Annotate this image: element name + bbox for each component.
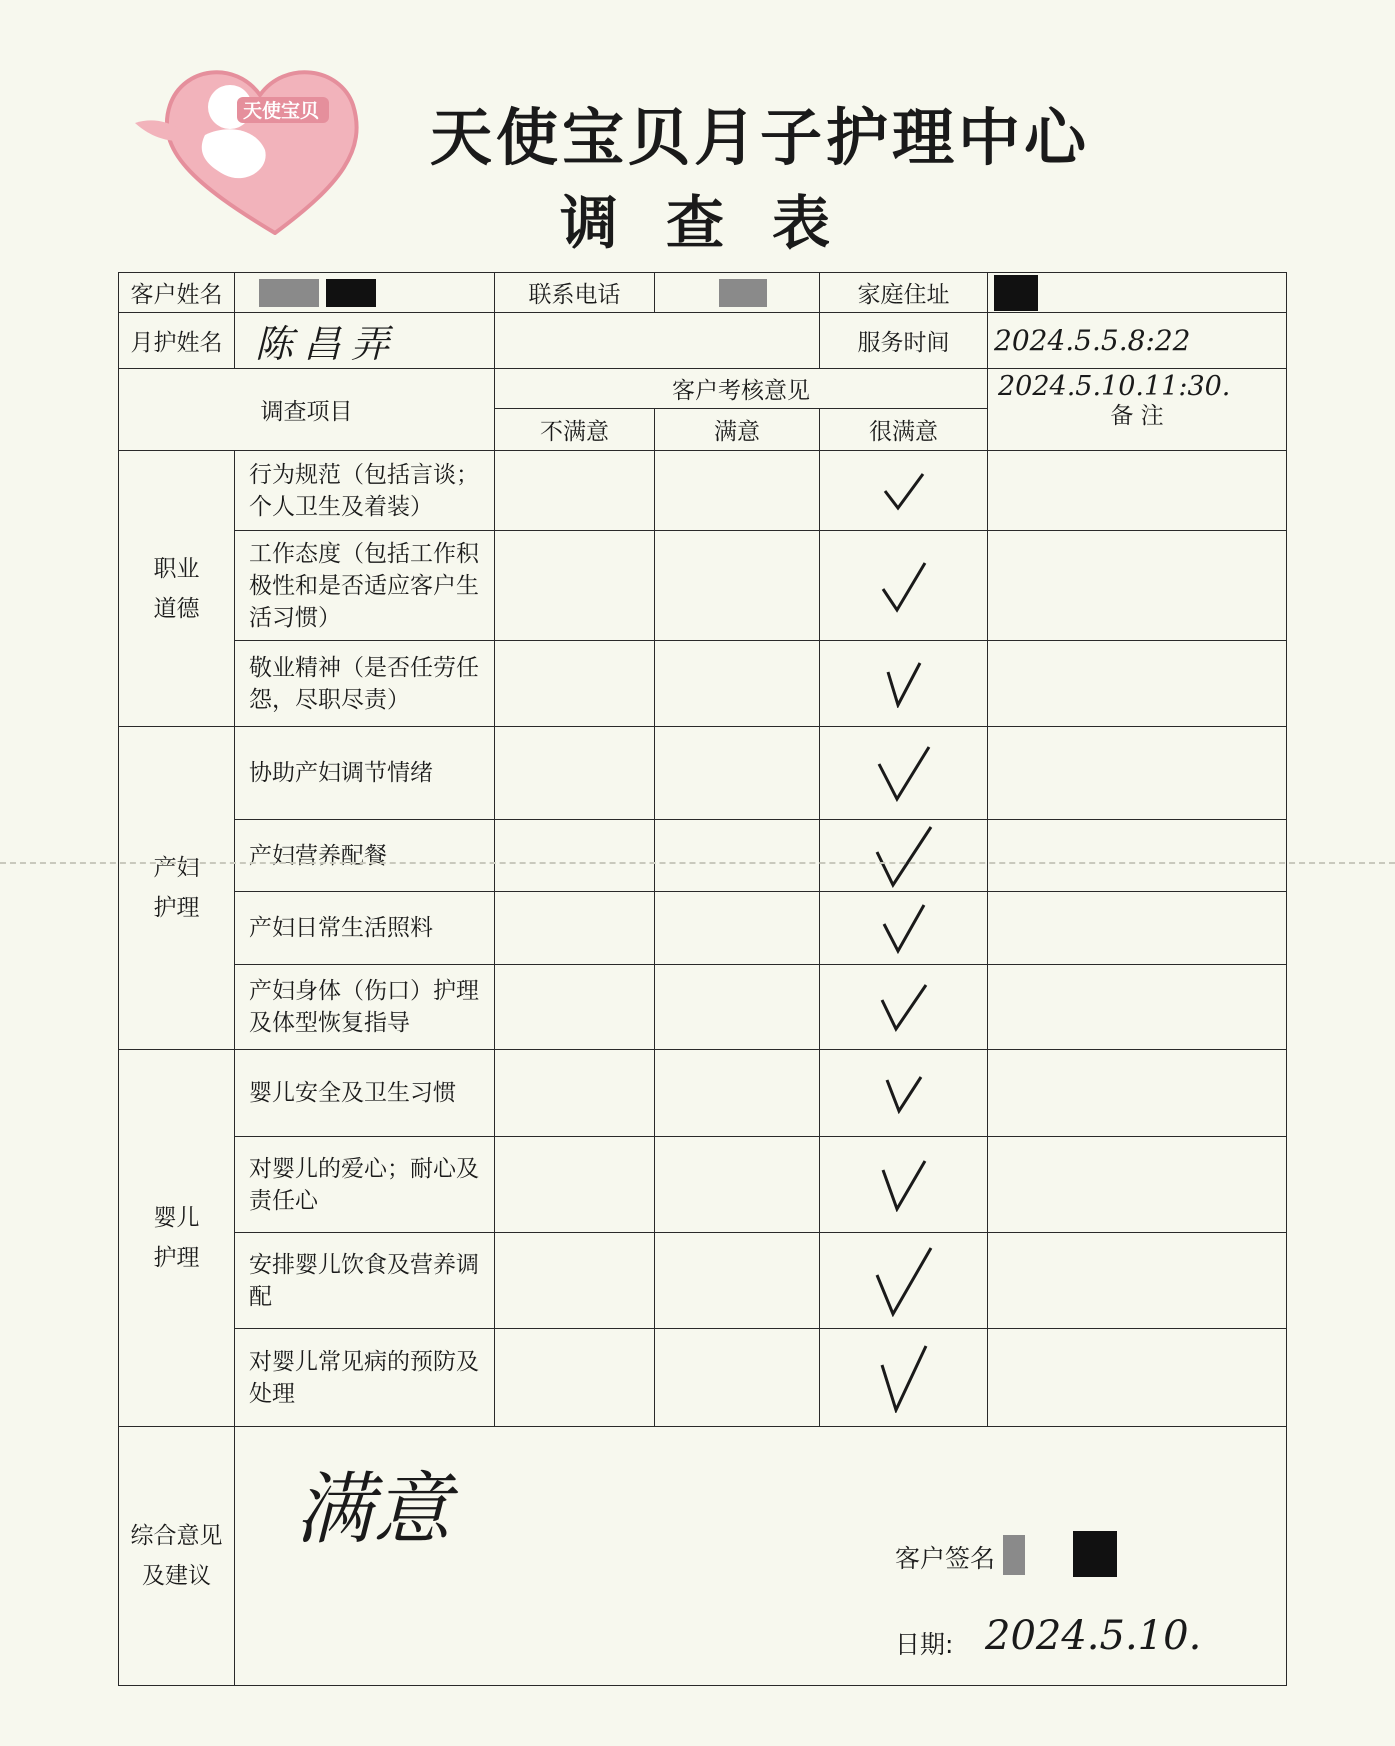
remarks-cell[interactable] — [988, 892, 1287, 965]
redaction-block — [1003, 1535, 1025, 1575]
nanny-name-field[interactable] — [235, 313, 495, 369]
remarks-cell[interactable] — [988, 727, 1287, 820]
check-mark-icon — [878, 1343, 930, 1413]
survey-row — [119, 820, 1287, 892]
redaction-block — [994, 275, 1038, 311]
dissatisfied-header: 不满意 — [495, 409, 655, 451]
customer-name-label: 客户姓名 — [119, 273, 235, 313]
very-satisfied-header: 很满意 — [820, 409, 988, 451]
survey-item-text: 敬业精神（是否任劳任怨，尽职尽责） — [235, 641, 495, 727]
very-satisfied-cell[interactable] — [820, 1233, 988, 1329]
category-label — [119, 451, 235, 727]
remarks-cell[interactable] — [988, 1233, 1287, 1329]
header-row-1 — [119, 369, 1287, 409]
survey-item-text: 行为规范（包括言谈；个人卫生及着装） — [235, 451, 495, 531]
remarks-header — [988, 369, 1287, 451]
phone-field[interactable] — [655, 273, 820, 313]
fold-line — [0, 862, 1395, 864]
check-mark-icon — [879, 1158, 929, 1212]
remarks-cell[interactable] — [988, 1329, 1287, 1427]
survey-item-text: 对婴儿的爱心；耐心及责任心 — [235, 1137, 495, 1233]
survey-row — [119, 531, 1287, 641]
page-title: 天使宝贝月子护理中心 — [430, 101, 1091, 174]
date-value: 2024.5.10. — [985, 1613, 1202, 1659]
check-mark-icon — [879, 559, 929, 613]
overall-comment-value: 满意 — [295, 1465, 452, 1555]
survey-item-text: 婴儿安全及卫生习惯 — [235, 1050, 495, 1137]
category-label — [119, 1050, 235, 1427]
very-satisfied-cell[interactable] — [820, 641, 988, 727]
overall-label-line2: 及建议 — [142, 1563, 211, 1589]
remarks-cell[interactable] — [988, 965, 1287, 1050]
survey-item-text: 协助产妇调节情绪 — [235, 727, 495, 820]
very-satisfied-cell[interactable] — [820, 965, 988, 1050]
satisfied-header: 满意 — [655, 409, 820, 451]
very-satisfied-cell[interactable] — [820, 1050, 988, 1137]
page-subtitle: 调查表 — [560, 189, 879, 257]
survey-item-text: 安排婴儿饮食及营养调配 — [235, 1233, 495, 1329]
dissatisfied-cell[interactable] — [495, 727, 655, 820]
service-time-field[interactable] — [988, 313, 1287, 369]
check-mark-icon — [884, 660, 924, 708]
assessment-header: 客户考核意见 — [495, 369, 988, 409]
redaction-block — [326, 279, 376, 307]
category-label-line1: 产妇 — [153, 855, 200, 881]
survey-row — [119, 1050, 1287, 1137]
check-mark-icon — [873, 1245, 935, 1317]
address-label: 家庭住址 — [820, 273, 988, 313]
overall-label — [119, 1427, 235, 1686]
survey-items-header: 调查项目 — [119, 369, 495, 451]
survey-item-text: 工作态度（包括工作积极性和是否适应客户生活习惯） — [235, 531, 495, 641]
check-mark-icon — [878, 982, 930, 1032]
satisfied-cell[interactable] — [655, 965, 820, 1050]
remarks-cell[interactable] — [988, 451, 1287, 531]
survey-item-text: 产妇身体（伤口）护理及体型恢复指导 — [235, 965, 495, 1050]
check-mark-icon — [880, 902, 928, 954]
dissatisfied-cell[interactable] — [495, 892, 655, 965]
survey-item-text: 对婴儿常见病的预防及处理 — [235, 1329, 495, 1427]
dissatisfied-cell[interactable] — [495, 965, 655, 1050]
satisfied-cell[interactable] — [655, 1233, 820, 1329]
survey-table — [118, 272, 1287, 1686]
satisfied-cell[interactable] — [655, 892, 820, 965]
logo-text: 天使宝贝 — [243, 100, 320, 122]
category-label-line2: 护理 — [153, 895, 200, 921]
nanny-name-value: 陈昌弄 — [255, 322, 400, 366]
survey-row — [119, 1137, 1287, 1233]
service-time-end: 2024.5.10.11:30. — [998, 371, 1231, 402]
survey-item-text: 产妇日常生活照料 — [235, 892, 495, 965]
survey-row — [119, 451, 1287, 531]
check-mark-icon — [875, 744, 933, 802]
category-label — [119, 727, 235, 1050]
category-label-line2: 护理 — [153, 1245, 200, 1271]
satisfied-cell[interactable] — [655, 531, 820, 641]
satisfied-cell[interactable] — [655, 1050, 820, 1137]
heart-angel-icon — [135, 55, 385, 235]
satisfied-cell[interactable] — [655, 820, 820, 892]
survey-row — [119, 727, 1287, 820]
service-time-label: 服务时间 — [820, 313, 988, 369]
remarks-cell[interactable] — [988, 820, 1287, 892]
remarks-cell[interactable] — [988, 1137, 1287, 1233]
survey-row — [119, 1329, 1287, 1427]
satisfied-cell[interactable] — [655, 451, 820, 531]
remarks-cell[interactable] — [988, 641, 1287, 727]
dissatisfied-cell[interactable] — [495, 1233, 655, 1329]
signature-label: 客户签名 — [895, 1544, 996, 1573]
service-time-start: 2024.5.5.8:22 — [994, 324, 1191, 357]
customer-name-field[interactable] — [235, 273, 495, 313]
dissatisfied-cell[interactable] — [495, 531, 655, 641]
redaction-block — [719, 279, 767, 307]
check-mark-icon — [883, 1072, 925, 1114]
customer-info-row — [119, 273, 1287, 313]
survey-row — [119, 892, 1287, 965]
very-satisfied-cell[interactable] — [820, 1329, 988, 1427]
survey-row — [119, 641, 1287, 727]
remarks-cell[interactable] — [988, 1050, 1287, 1137]
check-mark-icon — [873, 824, 935, 888]
dissatisfied-cell[interactable] — [495, 451, 655, 531]
overall-label-line1: 综合意见 — [130, 1523, 223, 1549]
very-satisfied-cell[interactable] — [820, 531, 988, 641]
dissatisfied-cell[interactable] — [495, 820, 655, 892]
very-satisfied-cell[interactable] — [820, 451, 988, 531]
nanny-info-row — [119, 313, 1287, 369]
remarks-cell[interactable] — [988, 531, 1287, 641]
check-mark-icon — [881, 471, 927, 511]
date-label: 日期: — [895, 1630, 954, 1659]
address-field[interactable] — [988, 273, 1287, 313]
very-satisfied-cell[interactable] — [820, 1137, 988, 1233]
satisfied-cell[interactable] — [655, 1137, 820, 1233]
satisfied-cell[interactable] — [655, 641, 820, 727]
redaction-block — [259, 279, 319, 307]
survey-row — [119, 1233, 1287, 1329]
phone-label: 联系电话 — [495, 273, 655, 313]
category-label-line2: 道德 — [153, 595, 200, 622]
overall-comment-area[interactable] — [235, 1427, 1287, 1686]
very-satisfied-cell[interactable] — [820, 820, 988, 892]
center-logo — [135, 55, 385, 235]
survey-item-text: 产妇营养配餐 — [235, 820, 495, 892]
nanny-name-label: 月护姓名 — [119, 313, 235, 369]
remarks-header-label: 备 注 — [1110, 403, 1164, 429]
blank-cell — [495, 313, 820, 369]
dissatisfied-cell[interactable] — [495, 641, 655, 727]
very-satisfied-cell[interactable] — [820, 727, 988, 820]
overall-row — [119, 1427, 1287, 1686]
redaction-block — [1073, 1531, 1117, 1577]
dissatisfied-cell[interactable] — [495, 1050, 655, 1137]
category-label-line1: 婴儿 — [153, 1205, 200, 1231]
satisfied-cell[interactable] — [655, 727, 820, 820]
dissatisfied-cell[interactable] — [495, 1329, 655, 1427]
category-label-line1: 职业 — [153, 555, 200, 582]
survey-row — [119, 965, 1287, 1050]
very-satisfied-cell[interactable] — [820, 892, 988, 965]
dissatisfied-cell[interactable] — [495, 1137, 655, 1233]
satisfied-cell[interactable] — [655, 1329, 820, 1427]
